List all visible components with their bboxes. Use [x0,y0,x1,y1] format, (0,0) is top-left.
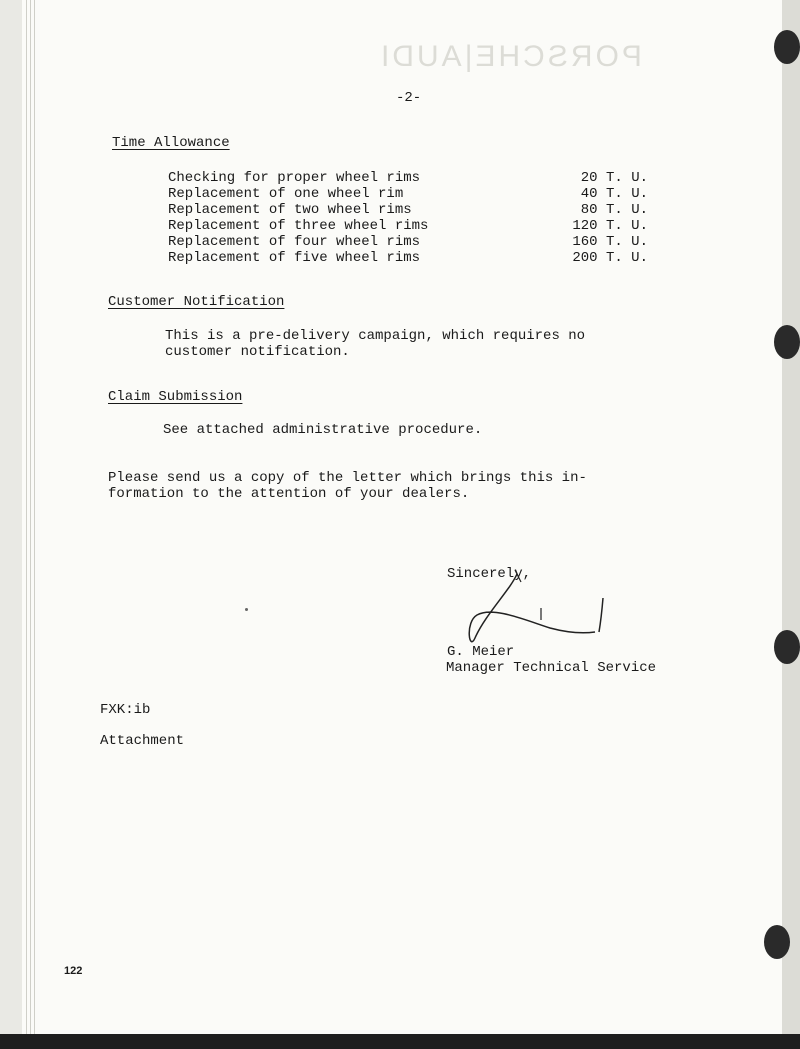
row-label: Replacement of three wheel rims [168,218,429,234]
row-label: Replacement of two wheel rims [168,202,412,218]
reference-initials: FXK:ib [100,702,151,718]
page-edge [26,0,27,1038]
page-edge [30,0,31,1038]
heading-time-allowance: Time Allowance [112,135,230,151]
footer-page-number: 122 [64,965,83,977]
row-label: Checking for proper wheel rims [168,170,421,186]
salutation: Sincerely, [447,566,532,582]
row-label: Replacement of four wheel rims [168,234,421,250]
row-value: 120 T. U. [572,218,648,234]
row-value: 200 T. U. [572,250,648,266]
request-line: Please send us a copy of the letter which brings this in- [108,470,587,486]
request-line: formation to the attention of your dealers. [108,486,470,502]
heading-customer-notification: Customer Notification [108,294,285,310]
signer-name: G. Meier [447,644,515,660]
document-page [22,0,782,1038]
binder-hole [774,325,800,359]
signer-title: Manager Technical Service [446,660,657,676]
notification-line: This is a pre-delivery campaign, which requires no [165,328,586,344]
binder-hole [774,30,800,64]
scanner-border [0,1034,800,1049]
row-value: 40 T. U. [580,186,648,202]
row-label: Replacement of one wheel rim [168,186,404,202]
binder-hole [764,925,790,959]
claim-text: See attached administrative procedure. [163,422,483,438]
page-number: -2- [396,90,422,106]
row-value: 160 T. U. [572,234,648,250]
row-value: 20 T. U. [580,170,648,186]
row-label: Replacement of five wheel rims [168,250,421,266]
signature-image [455,560,615,650]
scanner-margin [782,0,800,1034]
heading-claim-submission: Claim Submission [108,389,243,405]
scan-speck [245,608,248,611]
attachment-note: Attachment [100,733,185,749]
notification-line: customer notification. [165,344,350,360]
row-value: 80 T. U. [580,202,648,218]
bleed-through-logo: PORSCHE|AUDI [378,40,642,73]
page-edge [34,0,35,1038]
binder-hole [774,630,800,664]
